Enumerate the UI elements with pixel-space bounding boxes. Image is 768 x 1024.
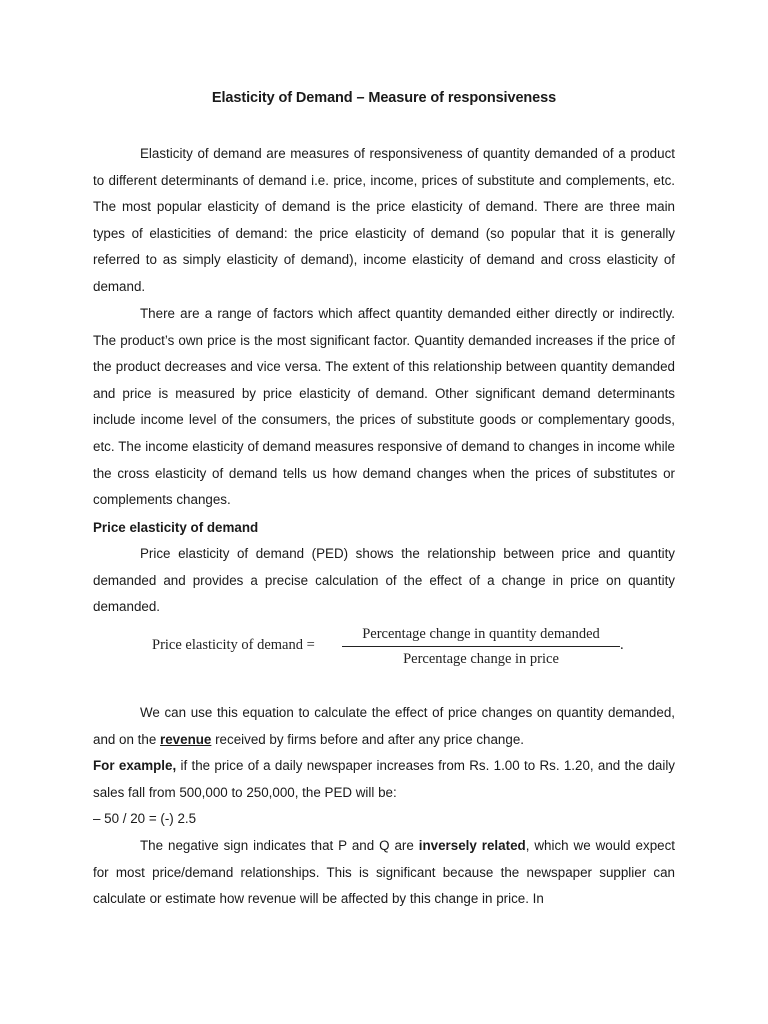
example-rest: if the price of a daily newspaper increases from Rs. 1.00 to Rs. 1.20, and the daily sales fall from 500,000 to 250,000, the PED will be: bbox=[93, 758, 675, 800]
section-heading-ped: Price elasticity of demand bbox=[93, 520, 259, 535]
formula-end: . bbox=[620, 637, 624, 653]
fraction-bar bbox=[342, 646, 620, 647]
paragraph-factors-text: There are a range of factors which affect quantity demanded either directly or indirectly. The product’s own price is the most significant factor. Quantity demanded increases if the price of the product decreases and vice versa. The extent of this relationship between quantity demanded and price is measured by price elasticity of demand. Other significant demand determinants include income level of the consumers, the prices of substitute goods or complementary goods, etc. The income elasticity of demand measures responsive of demand to changes in income while the cross elasticity of demand tells us how demand changes when the prices of substitutes or complements changes. bbox=[93, 306, 675, 508]
formula-denominator: Percentage change in price bbox=[403, 651, 559, 667]
paragraph-intro-text: Elasticity of demand are measures of responsiveness of quantity demanded of a product to different determinants of demand i.e. price, income, prices of substitute and complements, etc. The most popular elasticity of demand is the price elasticity of demand. There are three main types of elasticities of demand: the price elasticity of demand (so popular that it is generally referred to as simply elasticity of demand), income elasticity of demand and cross elasticity of demand. bbox=[93, 146, 675, 294]
paragraph-factors bbox=[93, 301, 675, 514]
formula-numerator: Percentage change in quantity demanded bbox=[362, 626, 600, 642]
formula-lhs: Price elasticity of demand = bbox=[152, 637, 315, 653]
page-title: Elasticity of Demand – Measure of responsiveness bbox=[211, 90, 557, 106]
paragraph-intro bbox=[93, 141, 675, 301]
paragraph-ped-definition-text: Price elasticity of demand (PED) shows the relationship between price and quantity demanded and provides a precise calculation of the effect of a change in price on quantity demanded. bbox=[93, 546, 675, 615]
paragraph-example bbox=[93, 753, 675, 806]
paragraph-equation-use-before: We can use this equation to calculate the effect of price changes on quantity demanded, and on the bbox=[93, 705, 675, 747]
paragraph-negative-sign-text bbox=[93, 833, 675, 913]
paragraph-negative-sign bbox=[93, 833, 675, 913]
paragraph-equation-use-text bbox=[93, 700, 675, 753]
paragraph-example-text bbox=[93, 753, 675, 806]
negative-sign-after: , which we would expect for most price/demand relationships. This is significant because the newspaper supplier can calculate or estimate how revenue will be affected by this change in price. In bbox=[93, 838, 675, 907]
inversely-related-term: inversely related bbox=[418, 838, 526, 853]
formula-fraction bbox=[342, 624, 620, 669]
paragraph-equation-use-after: received by firms before and after any price change. bbox=[211, 731, 524, 747]
example-label: For example, bbox=[93, 758, 177, 773]
paragraph-ped-definition bbox=[93, 541, 675, 621]
paragraph-equation-use bbox=[93, 700, 675, 753]
ped-formula bbox=[152, 624, 632, 668]
revenue-link[interactable]: revenue bbox=[160, 731, 212, 747]
negative-sign-before: The negative sign indicates that P and Q are bbox=[140, 838, 419, 853]
calculation-line: – 50 / 20 = (-) 2.5 bbox=[93, 811, 197, 826]
